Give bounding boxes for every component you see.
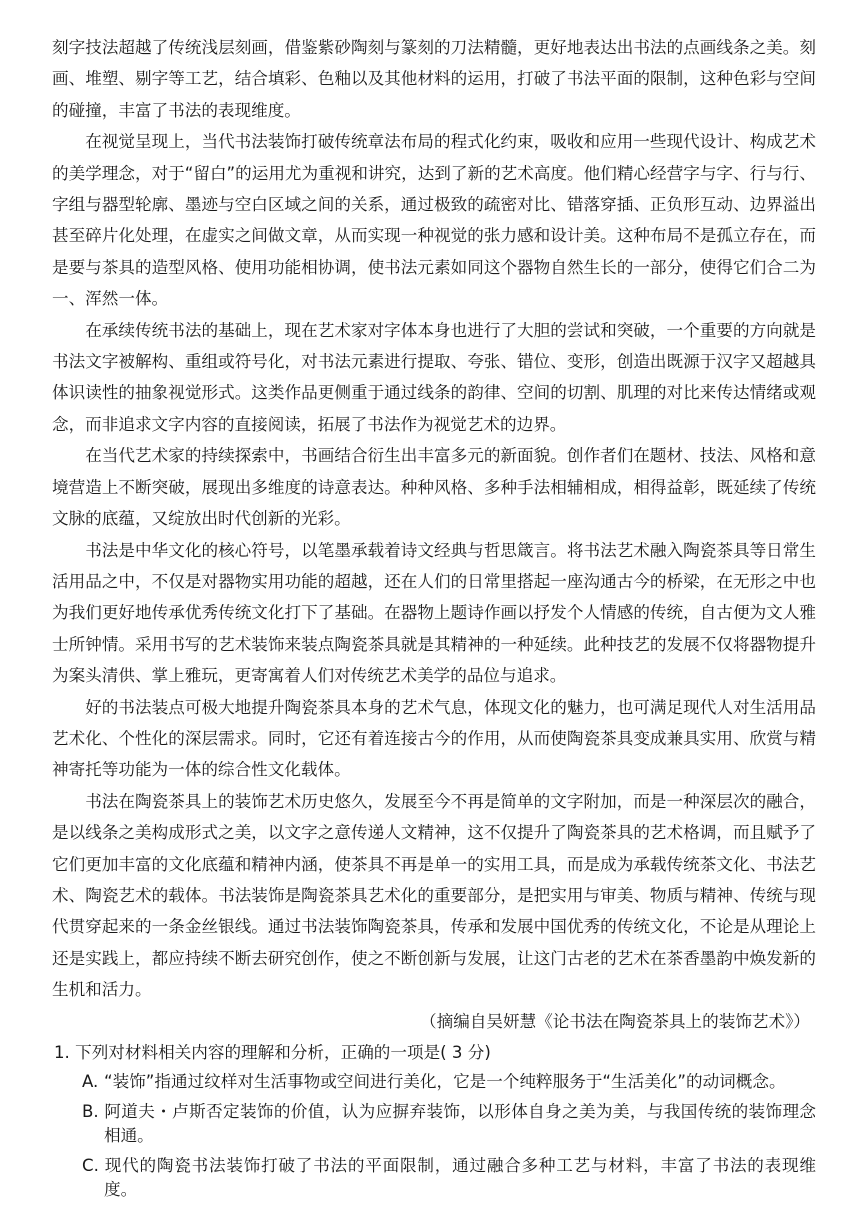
source-citation: （摘编自吴妍慧《论书法在陶瓷茶具上的装饰艺术》）: [420, 1011, 810, 1031]
option-text: 阿道夫・卢斯否定装饰的价值，认为应摒弃装饰，以形体自身之美为美，与我国传统的装饰理念相通。: [104, 1102, 816, 1146]
paragraph-1: 刻字技法超越了传统浅层刻画，借鉴紫砂陶刻与篆刻的刀法精髓，更好地表达出书法的点画线条之美。刻画、堆塑、剔字等工艺，结合填彩、色釉以及其他材料的运用，打破了书法平面的限制，这种色彩与空间的碰撞，丰富了书法的表现维度。: [52, 38, 816, 120]
question-block: [52, 1037, 816, 1202]
option-text: 现代的陶瓷书法装饰打破了书法的平面限制，通过融合多种工艺与材料，丰富了书法的表现维度。: [104, 1156, 816, 1200]
option-b: [82, 1100, 816, 1148]
paragraph-6: 好的书法装点可极大地提升陶瓷茶具本身的艺术气息，体现文化的魅力，也可满足现代人对生活用品艺术化、个性化的深层需求。同时，它还有着连接古今的作用，从而使陶瓷茶具变成兼具实用、欣赏与精神寄托等功能为一体的综合性文化载体。: [52, 697, 816, 780]
option-a: [82, 1070, 816, 1094]
option-c: [82, 1154, 816, 1202]
article-body: [52, 32, 816, 1006]
option-letter: C.: [82, 1156, 99, 1176]
option-letter: B.: [82, 1102, 99, 1122]
option-text: “装饰”指通过纹样对生活事物或空间进行美化，它是一个纯粹服务于“生活美化”的动词概念。: [104, 1072, 786, 1092]
option-letter: A.: [82, 1072, 99, 1092]
question-options: [52, 1070, 816, 1202]
paragraph-5: 书法是中华文化的核心符号，以笔墨承载着诗文经典与哲思箴言。将书法艺术融入陶瓷茶具等日常生活用品之中，不仅是对器物实用功能的超越，还在人们的日常里搭起一座沟通古今的桥梁，在无形之中也为我们更好地传承优秀传统文化打下了基础。在器物上题诗作画以抒发个人情感的传统，自古便为文人雅士所钟情。采用书写的艺术装饰来装点陶瓷茶具就是其精神的一种延续。此种技艺的发展不仅将器物提升为案头清供、掌上雅玩，更寄寓着人们对传统艺术美学的品位与追求。: [52, 540, 816, 686]
question-stem: 1. 下列对材料相关内容的理解和分析，正确的一项是( 3 分): [54, 1043, 491, 1062]
paragraph-3: 在承续传统书法的基础上，现在艺术家对字体本身也进行了大胆的尝试和突破，一个重要的方向就是书法文字被解构、重组或符号化，对书法元素进行提取、夸张、错位、变形，创造出既源于汉字又超越具体识读性的抽象视觉形式。这类作品更侧重于通过线条的韵律、空间的切割、肌理的对比来传达情绪或观念，而非追求文字内容的直接阅读，拓展了书法作为视觉艺术的边界。: [52, 320, 816, 434]
paragraph-2: 在视觉呈现上，当代书法装饰打破传统章法布局的程式化约束，吸收和应用一些现代设计、构成艺术的美学理念，对于“留白”的运用尤为重视和讲究，达到了新的艺术高度。他们精心经营字与字、行与行、字组与器型轮廓、墨迹与空白区域之间的关系，通过极致的疏密对比、错落穿插、正负形互动、边界溢出甚至碎片化处理，在虚实之间做文章，从而实现一种视觉的张力感和设计美。这种布局不是孤立存在，而是要与茶具的造型风格、使用功能相协调，使书法元素如同这个器物自然生长的一部分，使得它们合二为一、浑然一体。: [52, 132, 816, 309]
paragraph-7: 书法在陶瓷茶具上的装饰艺术历史悠久，发展至今不再是简单的文字附加，而是一种深层次的融合，是以线条之美构成形式之美，以文字之意传递人文精神，这不仅提升了陶瓷茶具的艺术格调，而且赋予了它们更加丰富的文化底蕴和精神内涵，使茶具不再是单一的实用工具，而是成为承载传统茶文化、书法艺术、陶瓷艺术的载体。书法装饰是陶瓷茶具艺术化的重要部分，是把实用与审美、物质与精神、传统与现代贯穿起来的一条金丝银线。通过书法装饰陶瓷茶具，传承和发展中国优秀的传统文化，不论是从理论上还是实践上，都应持续不断去研究创作，使之不断创新与发展，让这门古老的艺术在茶香墨韵中焕发新的生机和活力。: [52, 791, 816, 1000]
paragraph-4: 在当代艺术家的持续探索中，书画结合衍生出丰富多元的新面貌。创作者们在题材、技法、风格和意境营造上不断突破，展现出多维度的诗意表达。种种风格、多种手法相辅相成，相得益彰，既延续了传统文脉的底蕴，又绽放出时代创新的光彩。: [52, 446, 816, 529]
